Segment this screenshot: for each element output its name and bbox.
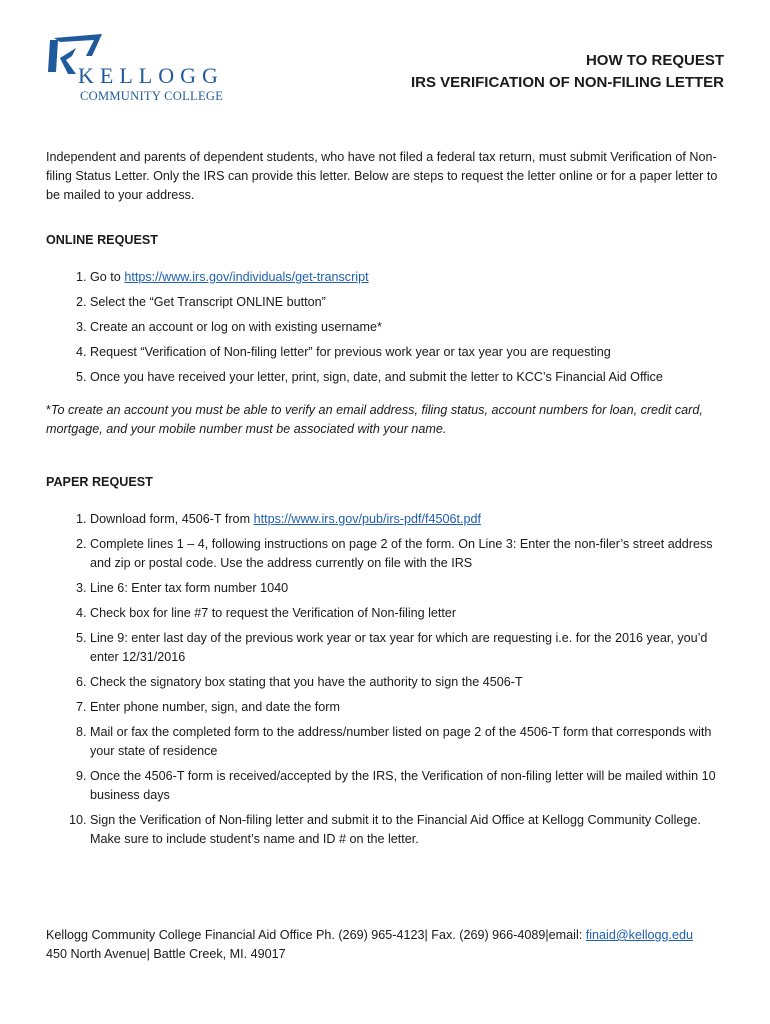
note-asterisk: * xyxy=(46,403,51,417)
paper-step-1-text: Download form, 4506-T from xyxy=(90,512,254,526)
paper-steps-list xyxy=(46,510,726,849)
paper-step-8: 8. Mail or fax the completed form to the address/number listed on page 2 of the 4506-T form that corresponds with your state of residence xyxy=(90,723,726,761)
form-4506t-link[interactable]: https://www.irs.gov/pub/irs-pdf/f4506t.pdf xyxy=(253,512,482,526)
title-line-2: IRS VERIFICATION OF NON-FILING LETTER xyxy=(410,74,724,91)
title-line-1: HOW TO REQUEST xyxy=(585,52,724,69)
paper-step-6: 6. Check the signatory box stating that you have the authority to sign the 4506-T xyxy=(90,673,726,692)
note-text: To create an account you must be able to verify an email address, filing status, account numbers for loan, credit card, mortgage, and your mobile number must be associated with your name. xyxy=(46,403,703,436)
paper-step-3: 3. Line 6: Enter tax form number 1040 xyxy=(90,579,726,598)
paper-request-heading: PAPER REQUEST xyxy=(46,475,153,489)
online-step-3: 3. Create an account or log on with existing username* xyxy=(90,318,726,337)
online-step-1 xyxy=(90,268,726,287)
document-body xyxy=(46,148,726,855)
paper-step-2: 2. Complete lines 1 – 4, following instructions on page 2 of the form. On Line 3: Enter the non-filer’s street address and zip or postal code. Use the address currently on file with the IRS xyxy=(90,535,726,573)
online-step-2: 2. Select the “Get Transcript ONLINE button” xyxy=(90,293,726,312)
online-request-heading: ONLINE REQUEST xyxy=(46,233,158,247)
kellogg-logo xyxy=(46,34,246,104)
page-title xyxy=(411,50,724,94)
footer-address: 450 North Avenue| Battle Creek, MI. 49017 xyxy=(46,947,286,961)
paper-step-10: 10. Sign the Verification of Non-filing letter and submit it to the Financial Aid Office at Kellogg Community College. Make sure to include student’s name and ID # on the letter. xyxy=(90,811,726,849)
paper-step-5: 5. Line 9: enter last day of the previous work year or tax year for which are requesting i.e. for the 2016 year, you’d enter 12/31/2016 xyxy=(90,629,726,667)
online-step-5: 5. Once you have received your letter, print, sign, date, and submit the letter to KCC’s Financial Aid Office xyxy=(90,368,726,387)
paper-step-1 xyxy=(90,510,726,529)
footer-contact-text: Kellogg Community College Financial Aid Office Ph. (269) 965-4123| Fax. (269) 966-4089|email: xyxy=(46,928,586,942)
email-link[interactable]: finaid@kellogg.edu xyxy=(585,928,694,942)
online-step-1-text: Go to xyxy=(90,270,125,284)
contact-footer xyxy=(46,926,736,964)
paper-step-9: 9. Once the 4506-T form is received/accepted by the IRS, the Verification of non-filing letter will be mailed within 10 business days xyxy=(90,767,726,805)
intro-paragraph: Independent and parents of dependent students, who have not filed a federal tax return, must submit Verification of Non-filing Status Letter. Only the IRS can provide this letter. Below are steps to request the letter online or for a paper letter to be mailed to your address. xyxy=(46,150,718,202)
get-transcript-link[interactable]: https://www.irs.gov/individuals/get-transcript xyxy=(124,270,369,284)
online-steps-list xyxy=(46,268,726,387)
paper-step-7: 7. Enter phone number, sign, and date the form xyxy=(90,698,726,717)
logo-subtitle: COMMUNITY COLLEGE xyxy=(80,89,224,103)
logo-name: KELLOGG xyxy=(78,63,224,88)
paper-step-4: 4. Check box for line #7 to request the Verification of Non-filing letter xyxy=(90,604,726,623)
online-step-4: 4. Request “Verification of Non-filing letter” for previous work year or tax year you are requesting xyxy=(90,343,726,362)
account-note xyxy=(46,401,726,439)
footer-line-1 xyxy=(46,926,736,945)
